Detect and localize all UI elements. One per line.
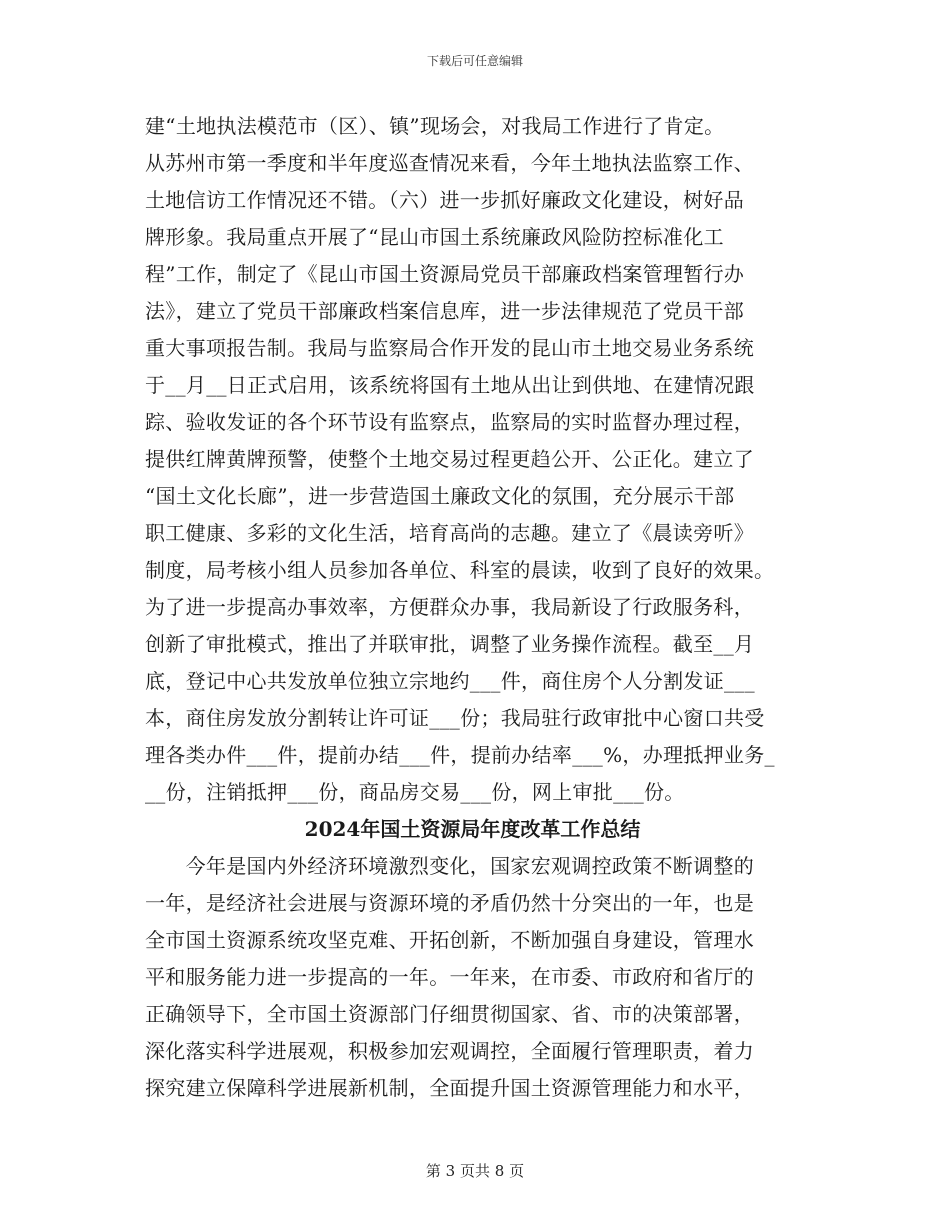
paragraph-line: 探究建立保障科学进展新机制，全面提升国土资源管理能力和水平， xyxy=(145,1076,754,1100)
paragraph-line: 底，登记中心共发放单位独立宗地约___件，商住房个人分割发证___ xyxy=(145,669,755,693)
paragraph-line: 理各类办件___件，提前办结___件，提前办结率___%，办理抵押业务_ xyxy=(145,743,775,767)
document-body xyxy=(145,108,800,1107)
paragraph-line: 程”工作，制定了《昆山市国土资源局党员干部廉政档案管理暂行办 xyxy=(145,262,745,286)
paragraph-line: “国土文化长廊”，进一步营造国土廉政文化的氛围，充分展示干部 xyxy=(145,484,735,508)
paragraph-line: 为了进一步提高办事效率，方便群众办事，我局新设了行政服务科， xyxy=(145,595,754,619)
paragraph-line: 今年是国内外经济环境激烈变化，国家宏观调控政策不断调整的 xyxy=(145,854,754,878)
paragraph-line: 平和服务能力进一步提高的一年。一年来，在市委、市政府和省厅的 xyxy=(145,965,754,989)
paragraph-line: 一年，是经济社会进展与资源环境的矛盾仍然十分突出的一年，也是 xyxy=(145,891,754,915)
paragraph-line: 法》，建立了党员干部廉政档案信息库，进一步法律规范了党员干部 xyxy=(145,299,744,323)
paragraph-line: 全市国土资源系统攻坚克难、开拓创新，不断加强自身建设，管理水 xyxy=(145,928,754,952)
section-annual-summary xyxy=(145,848,800,1107)
paragraph-line: 从苏州市第一季度和半年度巡查情况来看，今年土地执法监察工作、 xyxy=(145,151,754,175)
section-title: 2024年国土资源局年度改革工作总结 xyxy=(304,817,641,841)
section-previous-continued xyxy=(145,108,800,811)
page-header: 下载后可任意编辑 xyxy=(426,54,523,68)
paragraph-line: 深化落实科学进展观，积极参加宏观调控，全面履行管理职责，着力 xyxy=(145,1039,754,1063)
paragraph-line: 土地信访工作情况还不错。（六）进一步抓好廉政文化建设，树好品 xyxy=(145,188,744,212)
paragraph-line: 制度，局考核小组人员参加各单位、科室的晨读，收到了良好的效果。 xyxy=(145,558,775,582)
page-footer: 第 3 页共 8 页 xyxy=(425,1162,525,1180)
paragraph-line: 牌形象。我局重点开展了“昆山市国土系统廉政风险防控标准化工 xyxy=(145,225,724,249)
paragraph-line: 踪、验收发证的各个环节设有监察点，监察局的实时监督办理过程， xyxy=(145,410,754,434)
paragraph-line: 提供红牌黄牌预警，使整个土地交易过程更趋公开、公正化。建立了 xyxy=(145,447,754,471)
paragraph-line: __份，注销抵押___份，商品房交易___份，网上审批___份。 xyxy=(145,780,685,804)
paragraph-line: 职工健康、多彩的文化生活，培育高尚的志趣。建立了《晨读旁听》 xyxy=(145,521,754,545)
paragraph-line: 建“土地执法模范市（区）、镇”现场会，对我局工作进行了肯定。 xyxy=(145,114,725,138)
paragraph-line: 创新了审批模式，推出了并联审批，调整了业务操作流程。截至__月 xyxy=(145,632,755,656)
paragraph-line: 本，商住房发放分割转让许可证___份；我局驻行政审批中心窗口共受 xyxy=(145,706,765,730)
paragraph-line: 重大事项报告制。我局与监察局合作开发的昆山市土地交易业务系统 xyxy=(145,336,754,360)
paragraph-line: 于__月__日正式启用，该系统将国有土地从出让到供地、在建情况跟 xyxy=(145,373,755,397)
paragraph-line: 正确领导下，全市国土资源部门仔细贯彻国家、省、市的决策部署， xyxy=(145,1002,754,1026)
